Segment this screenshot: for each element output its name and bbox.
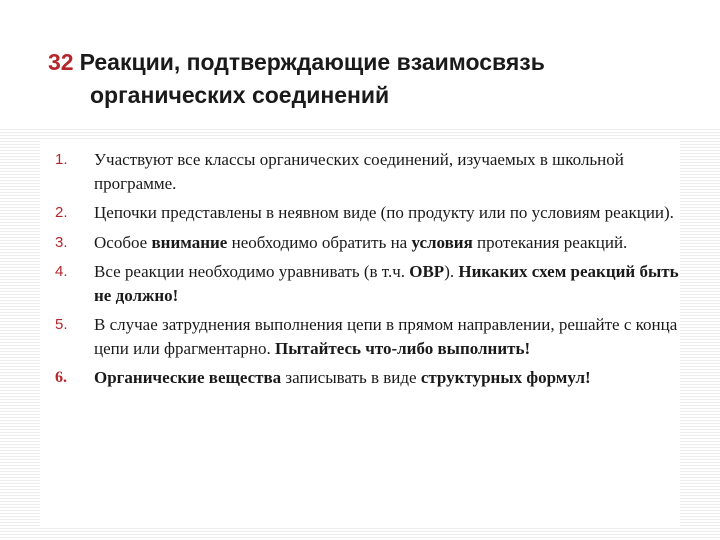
item-number: 3. (55, 233, 68, 251)
list-item-3 (40, 231, 680, 255)
numbered-list (40, 140, 680, 390)
item-number: 4. (55, 263, 68, 280)
content-panel (40, 140, 680, 528)
slide-number: 32 (48, 49, 74, 75)
list-item-4 (40, 260, 680, 307)
item-text: ). (444, 262, 459, 281)
list-item-1 (40, 148, 680, 195)
item-text: необходимо обратить на (227, 232, 412, 252)
item-text: В случае затруднения выполнения цепи в прямом направлении, решайте с конца цепи или фрагментарно. (94, 315, 678, 358)
item-bold-text: Никаких схем реакций быть не должно! (94, 262, 679, 305)
item-number: 5. (55, 316, 68, 333)
item-number: 1. (55, 151, 68, 168)
item-bold-text: условия (411, 232, 473, 252)
item-text: Все реакции необходимо уравнивать (в т.ч. (94, 262, 410, 281)
item-bold-text: структурных формул! (420, 368, 591, 387)
list-item-5 (40, 313, 680, 360)
title-line-1: Реакции, подтверждающие взаимосвязь (79, 49, 545, 75)
item-number: 2. (55, 204, 68, 221)
list-item-2 (40, 201, 680, 225)
item-text: записывать в виде (281, 368, 421, 387)
item-text: Участвуют все классы органических соединений, изучаемых в школьной программе. (94, 150, 624, 193)
item-number: 6. (55, 369, 67, 386)
item-bold-text: Органические вещества (94, 368, 282, 387)
item-bold-text: внимание (151, 232, 228, 252)
item-text: Особое (94, 232, 152, 252)
slide-title (48, 46, 688, 112)
item-bold-text: ОВР (409, 262, 445, 281)
title-line-2: органических соединений (90, 82, 390, 108)
item-text: протекания реакций. (472, 232, 628, 252)
item-bold-text: Пытайтесь что-либо выполнить! (275, 338, 531, 358)
list-item-6 (40, 366, 680, 390)
item-text: Цепочки представлены в неявном виде (по продукту или по условиям реакции). (94, 203, 674, 222)
